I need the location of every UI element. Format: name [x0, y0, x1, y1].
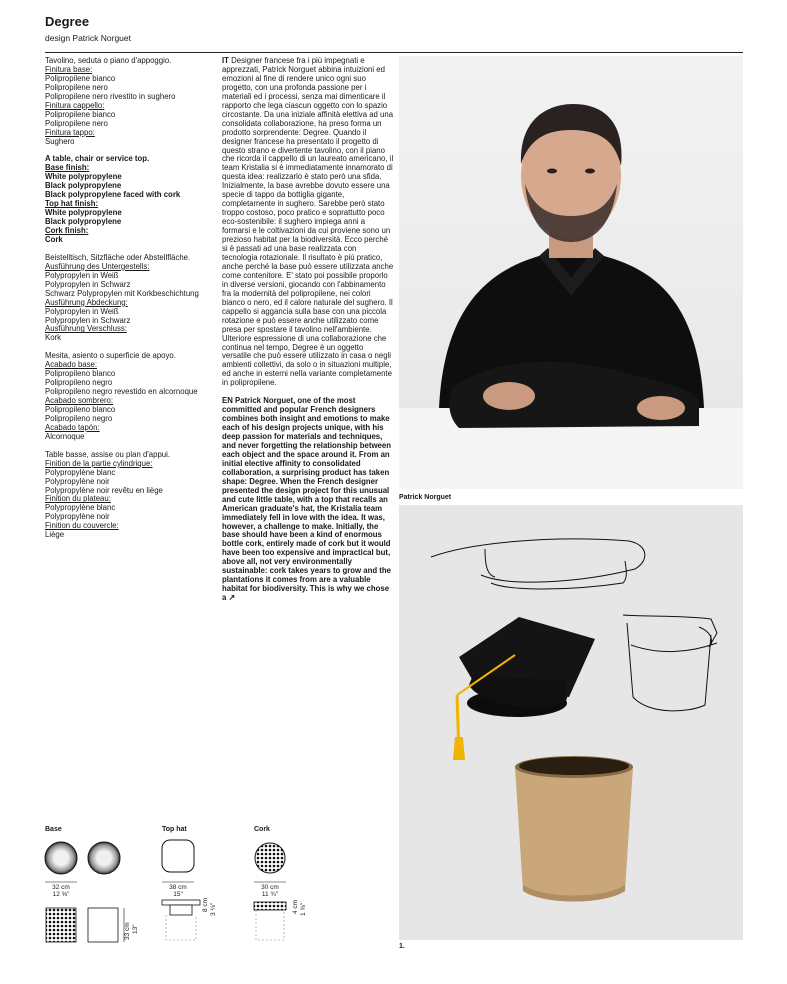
- spec-line: Polipropilene bianco: [45, 73, 116, 83]
- product-title: Degree: [45, 14, 90, 29]
- cork-width-in: 11 ¾": [261, 891, 279, 898]
- cork-width-cm: 30 cm: [261, 884, 279, 891]
- spec-line: White polypropylene: [45, 172, 122, 182]
- figure-number: 1.: [399, 943, 405, 950]
- spec-line: Polipropileno negro: [45, 413, 113, 423]
- spec-line: Acabado base:: [45, 360, 98, 370]
- spec-line: Polypropylène noir revêtu en liège: [45, 485, 163, 495]
- designer-credit: design Patrick Norguet: [45, 33, 131, 43]
- spec-line: Polypropylène blanc: [45, 467, 116, 477]
- spec-block-de: [45, 254, 220, 344]
- spec-line: Ausführung des Untergestells:: [45, 261, 150, 271]
- spec-line: Mesita, asiento o superficie de apoyo.: [45, 351, 176, 361]
- lang-label-it: IT: [222, 56, 229, 65]
- base-width-in: 12 ⅝": [52, 891, 70, 898]
- description-en: [222, 397, 394, 603]
- spec-line: Alcornoque: [45, 431, 85, 441]
- spec-block-fr: [45, 451, 220, 541]
- spec-line: Polipropilene bianco: [45, 109, 116, 119]
- spec-line: Finitura base:: [45, 64, 93, 74]
- spec-line: Cork finish:: [45, 226, 89, 236]
- spec-line: Polypropylen in Schwarz: [45, 279, 131, 289]
- spec-column: [45, 57, 220, 549]
- base-width-dimension: [45, 884, 77, 898]
- spec-line: Polipropileno blanco: [45, 369, 116, 379]
- spec-line: Polypropylène noir: [45, 512, 110, 522]
- spec-line: Acabado tapón:: [45, 422, 100, 432]
- spec-line: Polipropilene nero rivestito in sughero: [45, 91, 176, 101]
- base-width-cm: 32 cm: [52, 884, 70, 891]
- spec-line: Black polypropylene faced with cork: [45, 190, 181, 200]
- description-it-text: Designer francese fra i più impegnati e apprezzati, Patrick Norguet abbina intuizioni ed emozioni al fine di rendere unico ogni suo progetto, con una profonda passione per i materiali ed i processi, senza mai dimenticare il rapporto che lega ciascun oggetto con lo spazio circostante. Da una iniziale affinità elettiva ad una consolidata collaborazione, ha preso forma un prodotto sorprendente: Degree. Quando il designer francese ha presentato il progetto di questo strano e divertente tavolino, con il piano che ricorda il cappello di un laureato americano, il team Kristalia si è immediatamente innamorato di questa idea: realizzarlo è stato però una sfida. Inizialmente, la base avrebbe dovuto essere una specie di tappo da bottiglia gigante, completamente in sughero. Sarebbe però stato troppo costoso, poco pratico e soprattutto poco eco-sostenibile: il sughero impiega anni a formarsi e le coltivazioni da cui proviene sono un prezioso habitat per la biodiversità. Ecco perché si è passati ad una base realizzata con tecnologia rotazionale. Il risultato è più pratico, anche perché la base può essere utilizzata anche come contenitore. E' stato poi possibile proporlo in diverse versioni, giocando con l'abbinamento fra la modernità del polipropilene, nei colori bianco o nero, ed il calore naturale del sughero. Il cappello si aggancia sulla base con una piccola rotazione e può essere anche utilizzato come presa per spostare il tavolino nell'ambiente. Ulteriore espressione di una collaborazione che continua nel tempo, Degree è un oggetto versatile che può essere utilizzato in casa o negli ambienti collettivi, da solo o in situazioni multiple, ed anche in esterni nella variante completamente in polipropilene.: [222, 56, 394, 388]
- spec-line: Beistelltisch, Sitzfläche oder Abstellfläche.: [45, 252, 191, 262]
- spec-line: Finition du couvercle:: [45, 521, 119, 531]
- spec-line: Acabado sombrero:: [45, 396, 114, 406]
- tophat-width-dimension: [162, 884, 194, 898]
- spec-line: Top hat finish:: [45, 199, 99, 209]
- lang-label-en: EN: [222, 396, 233, 406]
- cork-height-in: 1 ⅝": [300, 902, 307, 916]
- spec-block-it: [45, 57, 220, 147]
- spec-line: Tavolino, seduta o piano d'appoggio.: [45, 56, 172, 65]
- description-it: [222, 57, 394, 388]
- spec-line: Table basse, assise ou plan d'appui.: [45, 449, 171, 459]
- spec-line: Liège: [45, 530, 65, 540]
- spec-line: Finition de la partie cylindrique:: [45, 458, 153, 468]
- designer-portrait-photo: [399, 56, 743, 489]
- spec-line: Finitura cappello:: [45, 100, 105, 110]
- spec-block-es: [45, 352, 220, 442]
- tophat-height-cm: 8 cm: [202, 897, 209, 912]
- base-height-cm: 33 cm: [124, 922, 131, 940]
- spec-line: Ausführung Abdeckung:: [45, 297, 128, 307]
- cork-height-cm: 4 cm: [292, 899, 299, 914]
- cork-width-dimension: [254, 884, 286, 898]
- spec-block-en: [45, 155, 220, 245]
- spec-line: Black polypropylene: [45, 217, 122, 227]
- spec-line: Ausführung Verschluss:: [45, 324, 127, 334]
- portrait-illustration: [399, 56, 743, 489]
- spec-line: Polypropylen in Schwarz: [45, 315, 131, 325]
- spec-line: Kork: [45, 333, 62, 343]
- spec-line: Polipropileno blanco: [45, 404, 116, 414]
- spec-line: Black polypropylene: [45, 181, 122, 191]
- photo-caption: Patrick Norguet: [399, 494, 452, 501]
- tophat-width-in: 15": [173, 891, 183, 898]
- description-column: [222, 57, 394, 603]
- tophat-width-cm: 38 cm: [169, 884, 187, 891]
- spec-line: A table, chair or service top.: [45, 154, 150, 164]
- spec-line: Polypropylen in Weiß: [45, 270, 119, 280]
- tophat-height-in: 3 ⅛": [210, 902, 217, 916]
- tech-label-tophat: Top hat: [162, 826, 187, 833]
- tech-label-base: Base: [45, 826, 62, 833]
- spec-line: Base finish:: [45, 163, 90, 173]
- spec-line: Sughero: [45, 136, 75, 146]
- spec-line: Cork: [45, 235, 63, 244]
- spec-line: Polipropilene nero: [45, 82, 108, 92]
- spec-line: Schwarz Polypropylen mit Korkbeschichtung: [45, 288, 199, 298]
- spec-line: Finition du plateau:: [45, 494, 111, 504]
- product-photo: [399, 505, 743, 940]
- spec-line: Finitura tappo:: [45, 127, 95, 137]
- spec-line: Polypropylène blanc: [45, 503, 116, 513]
- description-en-text: Patrick Norguet, one of the most committed and popular French designers combines both insight and emotions to make each of his design projects unique, with his deep passion for materials and techniques, and never forgetting the relationship between each object and the space around it. From an initial elective affinity to consolidated collaboration, a surprising product has taken shape: Degree. When the French designer presented the design project for this unusual and cute little table, with a top that recalls an American graduate's hat, the Kristalia team immediately fell in love with the idea. It was, however, a challenge to make. Initially, the base should have been a kind of enormous bottle cork, entirely made of cork but it would have been too expensive and impractical but, above all, not very environmentally sustainable: cork takes years to grow and the plantations it comes from are a valuable habitat for biodiversity. This is why we chose a ↗: [222, 396, 391, 603]
- product-illustration: [399, 505, 743, 940]
- tech-label-cork: Cork: [254, 826, 270, 833]
- base-height-in: 13": [132, 924, 139, 934]
- spec-line: Polipropilene nero: [45, 118, 108, 128]
- spec-line: Polipropileno negro revestido en alcornoque: [45, 387, 198, 397]
- spec-line: Polypropylène noir: [45, 476, 110, 486]
- spec-line: Polipropileno negro: [45, 378, 113, 388]
- spec-line: Polypropylen in Weiß: [45, 306, 119, 316]
- spec-line: White polypropylene: [45, 208, 122, 218]
- page-header: [45, 14, 131, 44]
- header-divider: [45, 52, 743, 53]
